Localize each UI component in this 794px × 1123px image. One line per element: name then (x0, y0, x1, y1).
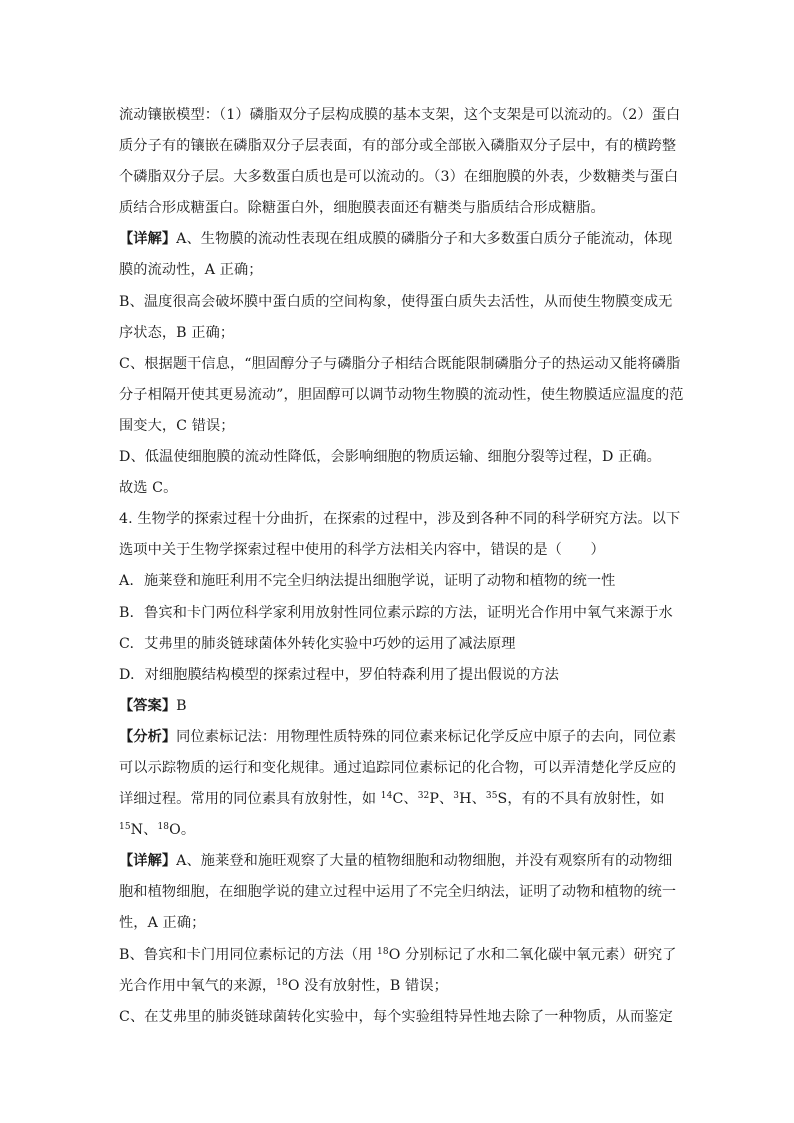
text-line (119, 193, 681, 224)
text-segment: 4. 生物学的探索过程十分曲折，在探索的过程中，涉及到各种不同的科学研究方法。以下 (119, 511, 681, 528)
text-line (119, 691, 681, 722)
isotope-mass-number: 18 (276, 977, 288, 988)
section-tag: 【答案】 (119, 697, 177, 714)
text-segment: D、低温使细胞膜的流动性降低，会影响细胞的物质运输、细胞分裂等过程，D 正确。 (119, 449, 661, 466)
text-line (119, 442, 681, 473)
text-segment: 序状态，B 正确； (119, 324, 235, 341)
text-line (119, 318, 681, 349)
text-segment: A. (119, 573, 134, 590)
text-line (119, 753, 681, 784)
text-segment: O 分别标记了水和二氧化碳中氧元素）研究了 (388, 946, 677, 963)
text-segment: 分子相隔开使其更易流动”，胆固醇可以调节动物生物膜的流动性，使生物膜适应温度的范 (119, 386, 684, 403)
text-segment: 膜的流动性，A 正确； (119, 262, 263, 279)
text-line (119, 287, 681, 318)
text-segment: 艾弗里的肺炎链球菌体外转化实验中巧妙的运用了减法原理 (144, 635, 516, 652)
isotope-mass-number: 32 (417, 791, 430, 802)
text-segment: S，有的不具有放射性，如 (497, 791, 665, 808)
text-line (119, 722, 681, 753)
text-line (119, 908, 681, 939)
text-segment: 围变大，C 错误； (119, 417, 235, 434)
text-line (119, 598, 681, 629)
text-line (119, 504, 681, 535)
text-segment: A、生物膜的流动性表现在组成膜的磷脂分子和大多数蛋白质分子能流动，体现 (176, 231, 673, 248)
text-line (119, 535, 681, 566)
text-line (119, 473, 681, 504)
text-segment: C、根据题干信息，“胆固醇分子与磷脂分子相结合既能限制磷脂分子的热运动又能将磷脂 (119, 355, 681, 372)
text-line (119, 566, 681, 597)
section-tag: 【详解】 (119, 853, 177, 870)
isotope-mass-number: 15 (119, 822, 131, 833)
text-segment: B. (119, 604, 135, 621)
text-line (119, 784, 681, 815)
text-line (119, 255, 681, 286)
text-segment: 详细过程。常用的同位素具有放射性，如 (119, 791, 381, 808)
text-line (119, 349, 681, 380)
text-segment: 对细胞膜结构模型的探索过程中，罗伯特森利用了提出假说的方法 (144, 666, 559, 683)
text-segment: 施莱登和施旺利用不完全归纳法提出细胞学说，证明了动物和植物的统一性 (143, 573, 616, 590)
text-line (119, 131, 681, 162)
text-line (119, 629, 681, 660)
text-segment: O。 (169, 822, 196, 839)
isotope-mass-number: 18 (377, 946, 389, 957)
text-segment: 质分子有的镶嵌在磷脂双分子层表面，有的部分或全部嵌入磷脂双分子层中，有的横跨整 (119, 138, 677, 155)
text-line (119, 846, 681, 877)
text-segment: 流动镶嵌模型：（1）磷脂双分子层构成膜的基本支架，这个支架是可以流动的。（2）蛋白 (119, 107, 681, 123)
isotope-mass-number: 35 (485, 791, 498, 802)
document-body (119, 100, 684, 1033)
text-line (119, 971, 681, 1002)
text-line (119, 224, 681, 255)
text-segment: B、温度很高会破坏膜中蛋白质的空间构象，使得蛋白质失去活性，从而使生物膜变成无 (119, 293, 673, 310)
text-line (119, 162, 681, 193)
text-segment: 可以示踪物质的运行和变化规律。通过追踪同位素标记的化合物，可以弄清楚化学反应的 (119, 759, 677, 776)
text-segment: 性，A 正确； (119, 915, 206, 932)
text-segment: 选项中关于生物学探索过程中使用的科学方法相关内容中，错误的是（ ） (119, 542, 605, 559)
text-segment: 同位素标记法：用物理性质特殊的同位素来标记化学反应中原子的去向，同位素 (176, 728, 677, 745)
text-line (119, 380, 684, 411)
isotope-mass-number: 3 (453, 791, 460, 802)
text-line (119, 100, 681, 131)
text-segment: P、 (429, 791, 454, 808)
text-segment: N、 (130, 822, 158, 839)
isotope-mass-number: 18 (157, 822, 170, 833)
text-segment: B (176, 697, 187, 714)
text-line (119, 940, 681, 971)
text-segment: C、在艾弗里的肺炎链球菌转化实验中，每个实验组特异性地去除了一种物质，从而鉴定 (119, 1008, 673, 1025)
text-segment: 光合作用中氧气的来源， (119, 977, 277, 994)
text-segment: 质结合形成糖蛋白。除糖蛋白外，细胞膜表面还有糖类与脂质结合形成糖脂。 (119, 200, 605, 217)
section-tag: 【详解】 (119, 231, 177, 248)
text-segment: H、 (459, 791, 486, 808)
text-line (119, 1002, 681, 1033)
text-line (119, 815, 681, 846)
text-segment: 个磷脂双分子层。大多数蛋白质也是可以流动的。（3）在细胞膜的外表，少数糖类与蛋白 (119, 169, 679, 186)
text-line (119, 411, 681, 442)
text-segment: C. (119, 635, 135, 652)
text-segment: B、鲁宾和卡门用同位素标记的方法（用 (119, 946, 378, 963)
text-segment: 鲁宾和卡门两位科学家利用放射性同位素示踪的方法，证明光合作用中氧气来源于水 (144, 604, 673, 621)
text-line (119, 660, 681, 691)
text-segment: O 没有放射性，B 错误； (287, 977, 448, 994)
text-line (119, 877, 681, 908)
text-segment: D. (119, 666, 135, 683)
text-segment: A、施莱登和施旺观察了大量的植物细胞和动物细胞，并没有观察所有的动物细 (176, 853, 673, 870)
text-segment: C、 (392, 791, 418, 808)
text-segment: 故选 C。 (119, 480, 178, 497)
text-segment: 胞和植物细胞，在细胞学说的建立过程中运用了不完全归纳法，证明了动物和植物的统一 (119, 884, 677, 901)
section-tag: 【分析】 (119, 728, 177, 745)
isotope-mass-number: 14 (380, 791, 393, 802)
